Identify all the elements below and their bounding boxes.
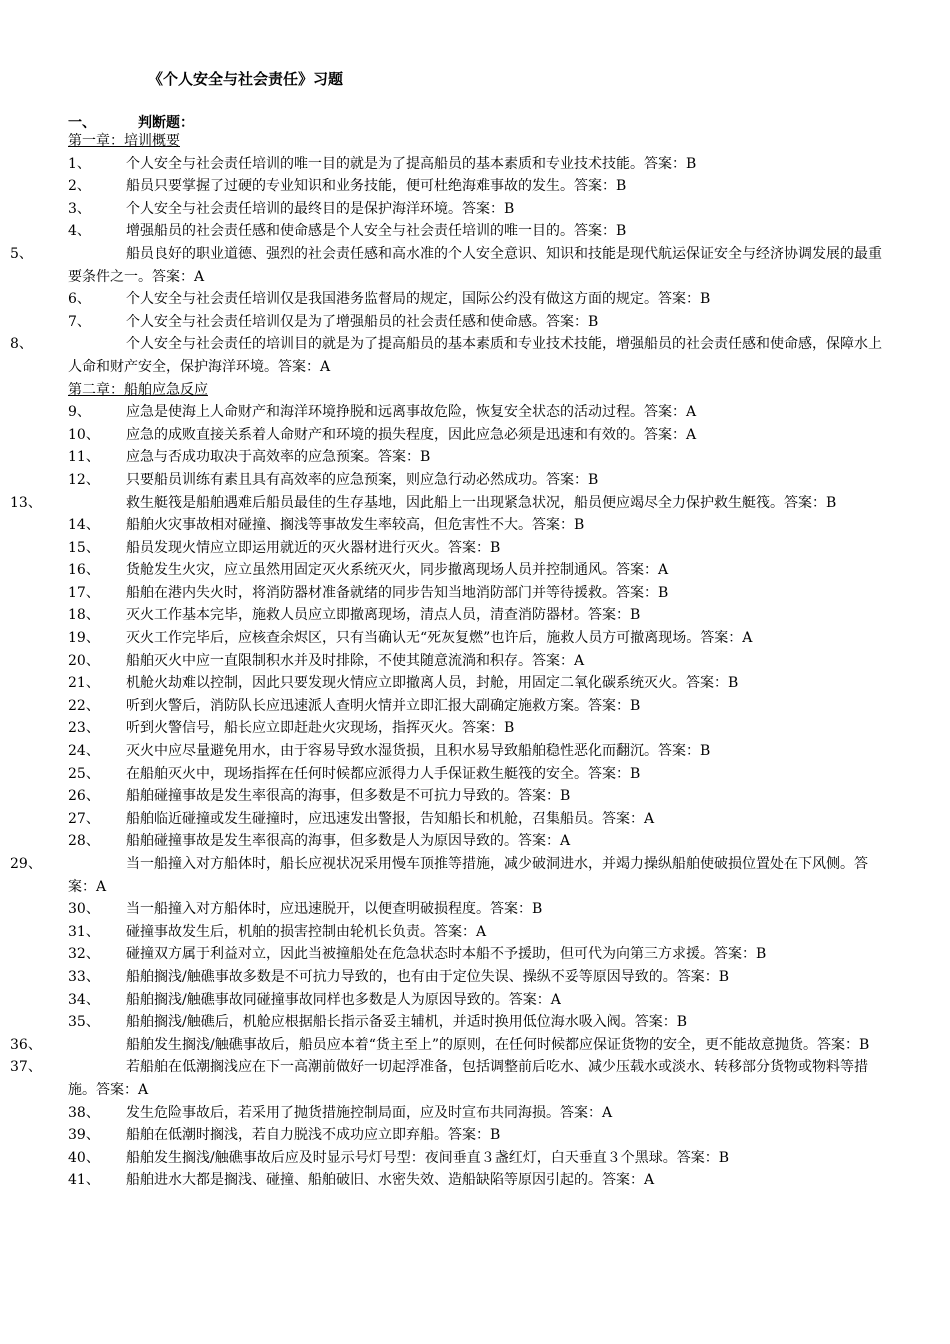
question-number: 30、 — [68, 901, 100, 918]
question-text: 应急与否成功取决于高效率的应急预案。答案：B — [126, 449, 431, 466]
question-text: 若船舶在低潮搁浅应在下一高潮前做好一切起浮准备，包括调整前后吃水、减少压载水或淡水、转移部分货物或物料等措施。答案：A — [68, 1059, 868, 1098]
question-item — [68, 446, 890, 469]
question-number: 24、 — [68, 743, 100, 760]
question-item — [68, 785, 890, 808]
question-text: 个人安全与社会责任培训仅是我国港务监督局的规定，国际公约没有做这方面的规定。答案：B — [126, 291, 711, 308]
question-text: 灭火工作完毕后，应核查余烬区，只有当确认无“死灰复燃”也许后，施救人员方可撤离现场。答案：A — [126, 630, 753, 647]
question-text: 应急是使海上人命财产和海洋环境挣脱和远离事故危险，恢复安全状态的活动过程。答案：A — [126, 404, 697, 421]
question-text: 救生艇筏是船舶遇难后船员最佳的生存基地，因此船上一出现紧急状况，船员便应竭尽全力保护救生艇筏。答案：B — [126, 494, 837, 511]
question-item — [68, 514, 890, 537]
question-item — [68, 830, 890, 853]
question-item — [68, 1169, 890, 1192]
question-text: 个人安全与社会责任培训的唯一目的就是为了提高船员的基本素质和专业技术技能。答案：B — [126, 155, 697, 172]
question-text: 船舶发生搁浅/触礁事故后，船员应本着“货主至上”的原则，在任何时候都应保证货物的安全，更不能故意抛货。答案：B — [126, 1036, 870, 1053]
question-number: 21、 — [68, 675, 100, 692]
question-number: 25、 — [68, 765, 100, 782]
question-item — [68, 717, 890, 740]
question-item — [68, 537, 890, 560]
question-item — [10, 1034, 890, 1057]
question-text: 货舱发生火灾，应立虽然用固定灭火系统灭火，同步撤离现场人员并控制通风。答案：A — [126, 562, 669, 579]
question-number: 27、 — [68, 810, 100, 827]
document-title: 《个人安全与社会责任》习题 — [148, 70, 344, 88]
question-item — [68, 469, 890, 492]
question-item — [68, 1124, 890, 1147]
question-item — [68, 1011, 890, 1034]
question-number: 29、 — [10, 856, 42, 872]
question-text: 当一船撞入对方船体时，船长应视状况采用慢车顶推等措施，减少破洞进水，并竭力操纵船舶使破损位置处在下风侧。答案：A — [68, 856, 868, 895]
question-text: 船舶灭火中应一直限制积水并及时排除，不使其随意流淌和积存。答案：A — [126, 652, 585, 669]
question-number: 16、 — [68, 562, 100, 579]
question-item — [68, 921, 890, 944]
question-number: 11、 — [68, 449, 100, 466]
question-item — [68, 808, 890, 831]
question-number: 38、 — [68, 1104, 100, 1121]
question-text: 个人安全与社会责任的培训目的就是为了提高船员的基本素质和专业技术技能，增强船员的社会责任感和使命感，保障水上人命和财产安全，保护海洋环境。答案：A — [68, 336, 882, 375]
question-number: 4、 — [68, 223, 91, 240]
question-text: 听到火警信号，船长应立即赶赴火灾现场，指挥灭火。答案：B — [126, 720, 515, 737]
question-number: 26、 — [68, 788, 100, 805]
section-heading — [68, 112, 194, 132]
question-text: 灭火工作基本完毕，施救人员应立即撤离现场，清点人员，清查消防器材。答案：B — [126, 607, 641, 624]
question-number: 12、 — [68, 471, 100, 488]
question-number: 14、 — [68, 517, 100, 534]
question-text: 船舶进水大都是搁浅、碰撞、船舶破旧、水密失效、造船缺陷等原因引起的。答案：A — [126, 1172, 655, 1189]
question-item — [68, 153, 890, 176]
question-text: 碰撞双方属于利益对立，因此当被撞船处在危急状态时本船不予援助，但可代为向第三方求援。答案：B — [126, 946, 767, 963]
question-number: 20、 — [68, 652, 100, 669]
question-item — [68, 582, 890, 605]
question-item — [68, 288, 890, 311]
question-item — [68, 763, 890, 786]
question-number: 34、 — [68, 991, 100, 1008]
question-number: 3、 — [68, 200, 91, 217]
question-item — [10, 492, 890, 515]
question-item — [68, 898, 890, 921]
question-number: 32、 — [68, 946, 100, 963]
question-text: 听到火警后，消防队长应迅速派人查明火情并立即汇报大副确定施救方案。答案：B — [126, 697, 641, 714]
question-text: 船员只要掌握了过硬的专业知识和业务技能，便可杜绝海难事故的发生。答案：B — [126, 178, 627, 195]
question-number: 1、 — [68, 155, 91, 172]
question-number: 35、 — [68, 1014, 100, 1031]
chapter-heading: 第一章：培训概要 — [68, 133, 180, 149]
question-item — [68, 627, 890, 650]
question-item — [68, 650, 890, 673]
question-item — [68, 672, 890, 695]
question-text: 船舶在港内失火时，将消防器材准备就绪的同步告知当地消防部门并等待援救。答案：B — [126, 584, 669, 601]
question-number: 39、 — [68, 1127, 100, 1144]
question-text: 船舶发生搁浅/触礁事故后应及时显示号灯号型：夜间垂直３盏红灯，白天垂直３个黑球。答案：B — [126, 1149, 730, 1166]
question-number: 31、 — [68, 923, 100, 940]
question-number: 22、 — [68, 697, 100, 714]
question-text: 增强船员的社会责任感和使命感是个人安全与社会责任培训的唯一目的。答案：B — [126, 223, 627, 240]
question-text: 船舶碰撞事故是发生率很高的海事，但多数是不可抗力导致的。答案：B — [126, 788, 571, 805]
question-text: 机舱火劫难以控制，因此只要发现火情应立即撤离人员，封舱，用固定二氧化碳系统灭火。答案：B — [126, 675, 739, 692]
question-item — [10, 1056, 890, 1101]
question-item — [68, 559, 890, 582]
question-item — [68, 740, 890, 763]
question-number: 36、 — [10, 1036, 42, 1053]
question-number: 9、 — [68, 404, 91, 421]
question-number: 40、 — [68, 1149, 100, 1166]
question-text: 船舶在低潮时搁浅，若自力脱浅不成功应立即弃船。答案：B — [126, 1127, 501, 1144]
question-number: 2、 — [68, 178, 91, 195]
question-text: 船舶搁浅/触礁事故多数是不可抗力导致的，也有由于定位失误、操纵不妥等原因导致的。答案：B — [126, 968, 730, 985]
question-number: 28、 — [68, 833, 100, 850]
question-number: 5、 — [10, 245, 33, 262]
question-item — [68, 311, 890, 334]
question-number: 6、 — [68, 291, 91, 308]
question-text: 灭火中应尽量避免用水，由于容易导致水湿货损，且积水易导致船舶稳性恶化而翻沉。答案：B — [126, 743, 711, 760]
question-number: 18、 — [68, 607, 100, 624]
question-number: 19、 — [68, 630, 100, 647]
question-number: 41、 — [68, 1172, 100, 1189]
question-list — [10, 130, 890, 1192]
question-item — [10, 333, 890, 378]
question-text: 个人安全与社会责任培训的最终目的是保护海洋环境。答案：B — [126, 200, 515, 217]
question-item — [68, 989, 890, 1012]
question-item — [68, 943, 890, 966]
question-text: 船员发现火情应立即运用就近的灭火器材进行灭火。答案：B — [126, 539, 501, 556]
question-number: 37、 — [10, 1059, 42, 1076]
section-number: 一、 — [68, 115, 96, 131]
question-item — [68, 966, 890, 989]
section-label: 判断题： — [138, 115, 194, 131]
question-text: 个人安全与社会责任培训仅是为了增强船员的社会责任感和使命感。答案：B — [126, 313, 599, 330]
question-text: 船员良好的职业道德、强烈的社会责任感和高水准的个人安全意识、知识和技能是现代航运保证安全与经济协调发展的最重要条件之一。答案：A — [68, 245, 882, 285]
chapter-heading: 第二章：船舶应急反应 — [68, 381, 208, 398]
question-text: 船舶搁浅/触礁事故同碰撞事故同样也多数是人为原因导致的。答案：A — [126, 991, 561, 1008]
question-item — [68, 424, 890, 447]
question-text: 船舶火灾事故相对碰撞、搁浅等事故发生率较高，但危害性不大。答案：B — [126, 517, 585, 534]
question-text: 当一船撞入对方船体时，应迅速脱开，以便查明破损程度。答案：B — [126, 901, 543, 918]
question-item — [68, 198, 890, 221]
question-item — [68, 401, 890, 424]
question-item — [68, 1102, 890, 1125]
question-number: 10、 — [68, 426, 100, 443]
question-item — [68, 1147, 890, 1170]
question-text: 船舶搁浅/触礁后，机舱应根据船长指示备妥主辅机，并适时换用低位海水吸入阀。答案：B — [126, 1014, 688, 1031]
question-number: 7、 — [68, 313, 91, 330]
question-text: 在船舶灭火中，现场指挥在任何时候都应派得力人手保证救生艇筏的安全。答案：B — [126, 765, 641, 782]
question-text: 船舶临近碰撞或发生碰撞时，应迅速发出警报，告知船长和机舱，召集船员。答案：A — [126, 810, 655, 827]
question-number: 17、 — [68, 584, 100, 601]
question-item — [68, 695, 890, 718]
question-text: 碰撞事故发生后，机舶的损害控制由轮机长负责。答案：A — [126, 923, 487, 940]
question-number: 13、 — [10, 494, 42, 511]
question-item — [10, 853, 890, 898]
question-item — [68, 175, 890, 198]
question-number: 8、 — [10, 336, 33, 353]
question-text: 船舶碰撞事故是发生率很高的海事，但多数是人为原因导致的。答案：A — [126, 833, 571, 850]
question-item — [10, 243, 890, 288]
question-number: 15、 — [68, 539, 100, 556]
question-number: 23、 — [68, 720, 100, 737]
question-text: 发生危险事故后，若采用了抛货措施控制局面，应及时宣布共同海损。答案：A — [126, 1104, 613, 1121]
question-text: 只要船员训练有素且具有高效率的应急预案，则应急行动必然成功。答案：B — [126, 471, 599, 488]
question-text: 应急的成败直接关系着人命财产和环境的损失程度，因此应急必须是迅速和有效的。答案：A — [126, 426, 697, 443]
question-item — [68, 220, 890, 243]
question-item — [68, 604, 890, 627]
question-number: 33、 — [68, 968, 100, 985]
